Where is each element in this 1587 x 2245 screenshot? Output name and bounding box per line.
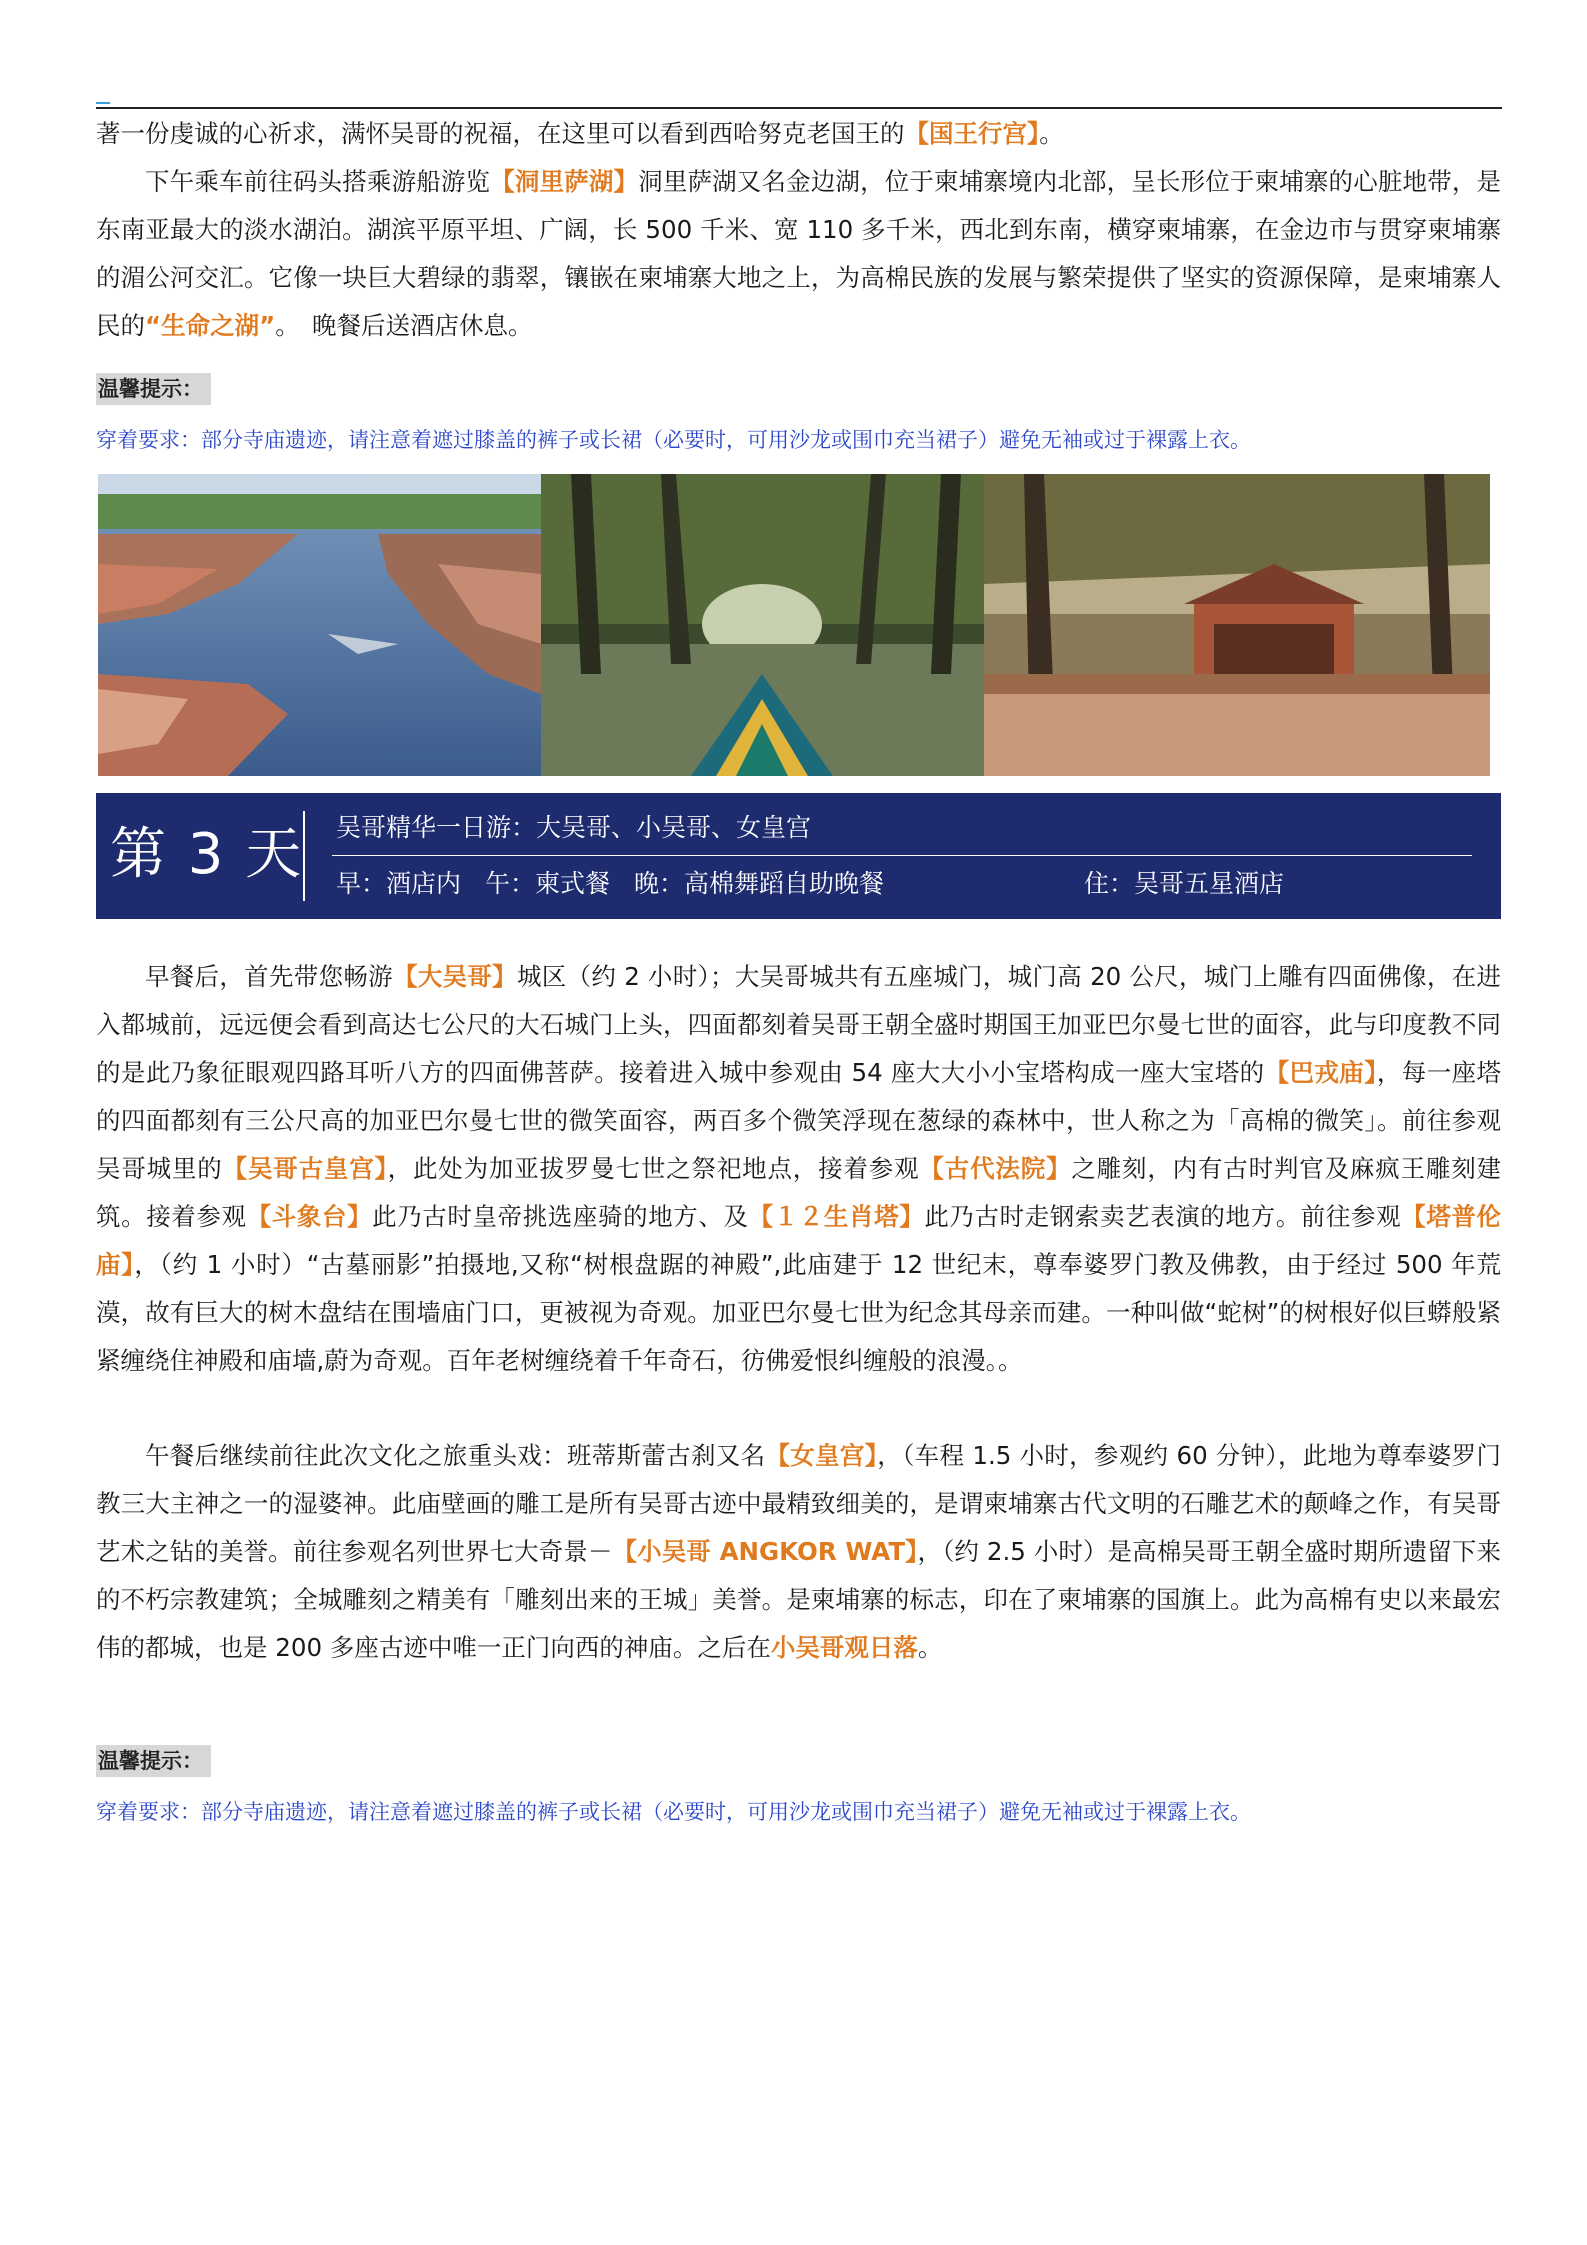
highlight-ancient-court: 【古代法院】	[919, 1154, 1072, 1183]
day3-hotel: 住：吴哥五星酒店	[1084, 869, 1285, 898]
day3-divider	[303, 811, 305, 901]
day3-title: 吴哥精华一日游：大吴哥、小吴哥、女皇宫	[336, 813, 812, 842]
highlight-royal-palace-angkor: 【吴哥古皇宫】	[222, 1154, 388, 1183]
day3-breakfast: 早：酒店内	[336, 869, 462, 898]
highlight-sunset: 小吴哥观日落	[770, 1633, 918, 1662]
highlight-bayon: 【巴戎庙】	[1264, 1058, 1377, 1087]
highlight-ta-prohm: 【塔普伦庙】	[96, 1202, 1502, 1279]
highlight-zodiac-towers: 【１２生肖塔】	[748, 1202, 925, 1231]
highlight-royal-palace: 【国王行宫】	[904, 119, 1040, 148]
lake-photo	[98, 474, 541, 776]
day3-dinner: 晚：高棉舞蹈自助晚餐	[634, 869, 885, 898]
highlight-lake-of-life: “生命之湖”	[145, 311, 276, 340]
paragraph-palace: 著一份虔诚的心祈求，满怀吴哥的祝福，在这里可以看到西哈努克老国王的【国王行宫】。	[96, 119, 1064, 148]
dress-code-tip: 穿着要求：部分寺庙遗迹，请注意着遮过膝盖的裤子或长裙（必要时，可用沙龙或围巾充当裙子）避免无袖或过于裸露上衣。	[96, 428, 1251, 452]
day3-title-rule	[332, 855, 1472, 856]
mangrove-boat-photo	[541, 474, 984, 776]
mangrove-photo-image	[541, 474, 984, 776]
lake-photo-image	[98, 474, 541, 776]
dress-code-tip-2: 穿着要求：部分寺庙遗迹，请注意着遮过膝盖的裤子或长裙（必要时，可用沙龙或围巾充当裙子）避免无袖或过于裸露上衣。	[96, 1800, 1251, 1824]
highlight-angkor-wat: 【小吴哥 ANGKOR WAT】	[612, 1537, 918, 1566]
day3-number: 第 3 天	[110, 822, 304, 887]
tip-label: 温馨提示：	[96, 373, 211, 405]
photo-strip	[98, 474, 1490, 776]
paragraph-tonle-sap: 下午乘车前往码头搭乘游船游览【洞里萨湖】洞里萨湖又名金边湖，位于柬埔寨境内北部，呈长形位于柬埔寨的心脏地带，是东南亚最大的淡水湖泊。湖滨平原平坦、广阔，长 500 千米、宽 110 多千米，西北到东南，横穿柬埔寨，在金边市与贯穿柬埔寨的湄公河交汇。它像一块巨大碧绿的翡翠，镶嵌在柬埔寨大地之上，为高棉民族的发展与繁荣提供了坚实的资源保障，是柬埔寨人民的“生命之湖”。 晚餐后送酒店休息。	[96, 167, 1502, 340]
highlight-elephant-terrace: 【斗象台】	[246, 1202, 373, 1231]
highlight-angkor-thom: 【大吴哥】	[392, 962, 517, 991]
day3-meal-row	[336, 865, 1284, 903]
day3-header-band	[96, 793, 1501, 919]
page-corner-mark	[96, 80, 110, 104]
temple-palace-photo	[984, 474, 1490, 776]
paragraph-banteay-srei: 午餐后继续前往此次文化之旅重头戏：班蒂斯蕾古刹又名【女皇宫】，（车程 1.5 小时，参观约 60 分钟），此地为尊奉婆罗门教三大主神之一的湿婆神。此庙壁画的雕工是所有吴哥古迹中最精致细美的，是谓柬埔寨古代文明的石雕艺术的颠峰之作，有吴哥艺术之钻的美誉。前往参观名列世界七大奇景－【小吴哥 ANGKOR WAT】，（约 2.5 小时）是高棉吴哥王朝全盛时期所遗留下来的不朽宗教建筑；全城雕刻之精美有「雕刻出来的王城」美誉。是柬埔寨的标志，印在了柬埔寨的国旗上。此为高棉有史以来最宏伟的都城，也是 200 多座古迹中唯一正门向西的神庙。之后在小吴哥观日落。	[96, 1441, 1502, 1662]
paragraph-angkor-thom: 早餐后，首先带您畅游【大吴哥】城区（约 2 小时）；大吴哥城共有五座城门，城门高 20 公尺，城门上雕有四面佛像，在进入都城前，远远便会看到高达七公尺的大石城门上头，四面都刻着吴哥王朝全盛时期国王加亚巴尔曼七世的面容，此与印度教不同的是此乃象征眼观四路耳听八方的四面佛菩萨。接着进入城中参观由 54 座大大小小宝塔构成一座大宝塔的【巴戎庙】，每一座塔的四面都刻有三公尺高的加亚巴尔曼七世的微笑面容，两百多个微笑浮现在葱绿的森林中，世人称之为「高棉的微笑」。前往参观吴哥城里的【吴哥古皇宫】，此处为加亚拔罗曼七世之祭祀地点，接着参观【古代法院】之雕刻，内有古时判官及麻疯王雕刻建筑。接着参观【斗象台】此乃古时皇帝挑选座骑的地方、及【１２生肖塔】此乃古时走钢索卖艺表演的地方。前往参观【塔普伦庙】，（约 1 小时）“古墓丽影”拍摄地,又称“树根盘踞的神殿”,此庙建于 12 世纪末，尊奉婆罗门教及佛教，由于经过 500 年荒漠，故有巨大的树木盘结在围墙庙门口，更被视为奇观。加亚巴尔曼七世为纪念其母亲而建。一种叫做“蛇树”的树根好似巨蟒般紧紧缠绕住神殿和庙墙,蔚为奇观。百年老树缠绕着千年奇石，彷佛爱恨纠缠般的浪漫。。	[96, 962, 1502, 1375]
highlight-banteay-srei: 【女皇宫】	[765, 1441, 878, 1470]
day3-lunch: 午：柬式餐	[485, 869, 611, 898]
header-rule	[96, 107, 1502, 109]
highlight-tonle-sap: 【洞里萨湖】	[490, 167, 639, 196]
palace-photo-image	[984, 474, 1490, 776]
tip-label-2: 温馨提示：	[96, 1745, 211, 1777]
